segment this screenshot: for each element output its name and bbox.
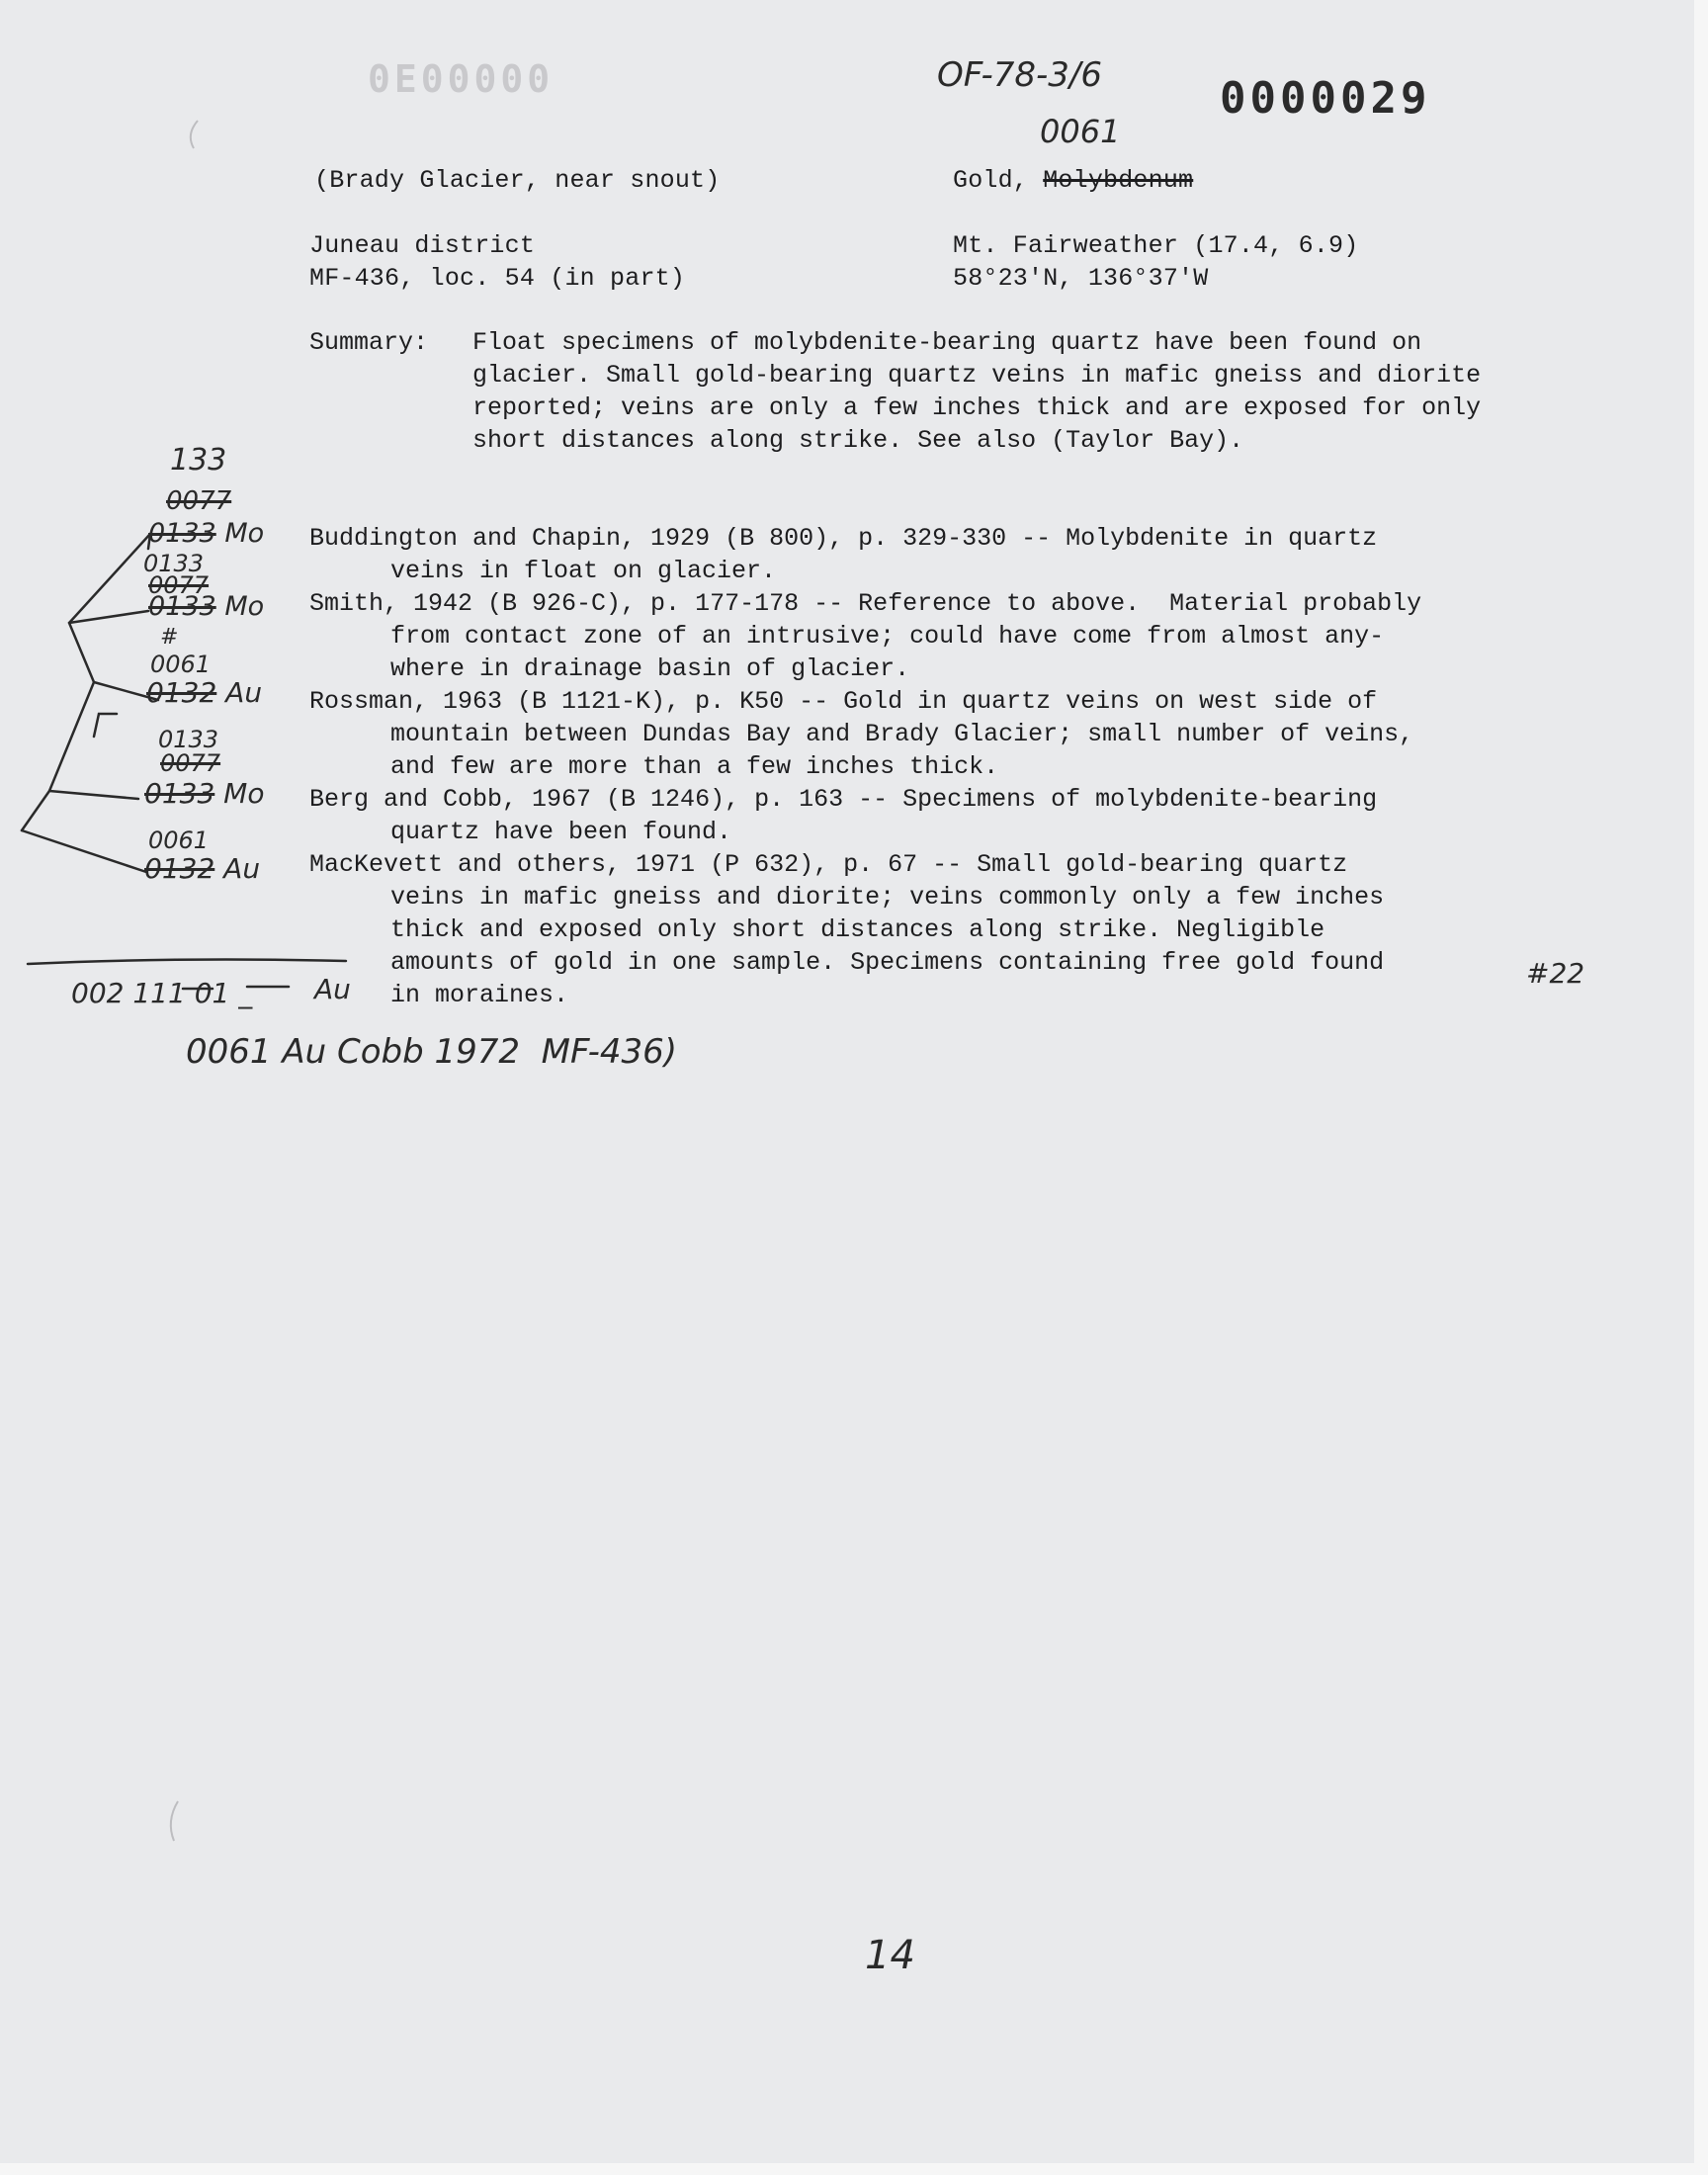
- margin-struck-code: 0077: [148, 571, 210, 599]
- margin-struck-code: 0133: [148, 591, 216, 622]
- reference-continuation: quartz have been found.: [390, 818, 732, 846]
- margin-element: Au: [223, 852, 261, 885]
- margin-note-mo: [144, 777, 264, 810]
- margin-number: 133: [170, 443, 227, 478]
- margin-struck-code: 0132: [146, 676, 217, 709]
- reference-continuation: mountain between Dundas Bay and Brady Glacier; small number of veins, and few are more than a few inches thick.: [390, 720, 1414, 781]
- margin-element: Mo: [224, 591, 265, 622]
- handwritten-commodity-code: 0061: [1040, 113, 1121, 150]
- commodity-struck: Molybdenum: [1043, 166, 1194, 195]
- document-number-stamp: 0000029: [1220, 73, 1431, 124]
- quadrangle: Mt. Fairweather (17.4, 6.9): [953, 231, 1359, 260]
- margin-struck-code: 0132: [144, 852, 215, 885]
- district: Juneau district: [309, 231, 536, 260]
- margin-hash: #: [160, 625, 179, 650]
- commodity-gold: Gold,: [953, 166, 1044, 195]
- handwritten-hash-number: #22: [1526, 957, 1585, 990]
- margin-note-au: [144, 852, 260, 885]
- margin-struck-code: 0133: [144, 777, 215, 810]
- reference-continuation: veins in mafic gneiss and diorite; veins commonly only a few inches thick and exposed only short distances along strike. Negligible amounts of gold in one sample. Specimens containing free gold found in moraines.: [390, 883, 1385, 1009]
- location-name: (Brady Glacier, near snout): [314, 166, 721, 195]
- map-reference: MF-436, loc. 54 (in part): [309, 264, 686, 293]
- margin-code: 0133: [143, 550, 205, 577]
- margin-code: 0061: [148, 826, 210, 854]
- reference-first-line: Berg and Cobb, 1967 (B 1246), p. 163 -- Specimens of molybdenite-bearing: [309, 785, 1378, 814]
- reference-first-line: Buddington and Chapin, 1929 (B 800), p. 329-330 -- Molybdenite in quartz: [309, 524, 1378, 553]
- margin-element: Au: [225, 676, 263, 709]
- margin-code: 0061: [150, 651, 212, 678]
- margin-element: Mo: [223, 777, 265, 810]
- margin-struck-code: 0077: [166, 486, 232, 516]
- reference-continuation: from contact zone of an intrusive; could have come from almost any- where in drainage basin of glacier.: [390, 622, 1385, 683]
- handwritten-element: Au: [314, 973, 351, 1005]
- margin-note-au: [146, 676, 262, 709]
- handwritten-file-number: OF-78-3/6: [937, 55, 1102, 95]
- coordinates: 58°23'N, 136°37'W: [953, 264, 1209, 293]
- reference-first-line: MacKevett and others, 1971 (P 632), p. 67 -- Small gold-bearing quartz: [309, 850, 1348, 879]
- page-number: 14: [865, 1933, 915, 1978]
- handwritten-record-code: 002 111 01 _: [71, 977, 253, 1009]
- reference-first-line: Rossman, 1963 (B 1121-K), p. K50 -- Gold in quartz veins on west side of: [309, 687, 1378, 716]
- summary-label: Summary:: [309, 328, 429, 357]
- reference-continuation: veins in float on glacier.: [390, 557, 777, 585]
- margin-note-mo: [148, 518, 264, 549]
- margin-struck-code: 0077: [160, 749, 221, 777]
- faint-stamp-number: 0E00000: [368, 57, 555, 101]
- margin-note-mo: [148, 591, 264, 622]
- summary-text: Float specimens of molybdenite-bearing quartz have been found on glacier. Small gold-bearing quartz veins in mafic gneiss and diorite reported; veins are only a few inches thick and are exposed for only short distances along strike. See also (Taylor Bay).: [472, 328, 1482, 455]
- handwritten-cobb-note: 0061 Au Cobb 1972 MF-436): [186, 1032, 678, 1072]
- margin-code: 0133: [158, 726, 219, 753]
- margin-element: Mo: [224, 518, 265, 549]
- margin-struck-code: 0133: [148, 518, 216, 549]
- reference-first-line: Smith, 1942 (B 926-C), p. 177-178 -- Reference to above. Material probably: [309, 589, 1422, 618]
